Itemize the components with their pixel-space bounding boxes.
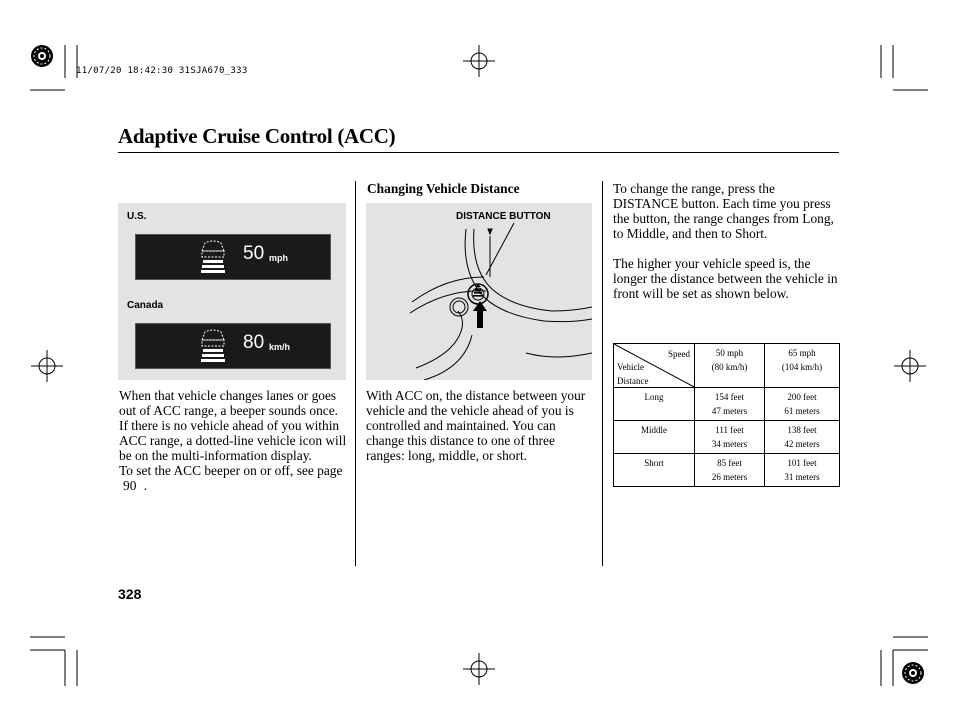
col2-speed-metric: (104 km/h) xyxy=(781,362,823,372)
distance-header: Distance xyxy=(617,376,649,386)
title-divider xyxy=(118,152,839,153)
distance-button-label: DISTANCE BUTTON xyxy=(456,211,551,222)
row-label: Middle xyxy=(614,421,695,454)
beeper-note-text: To set the ACC beeper on or off, see page xyxy=(119,463,343,478)
distance-button-figure xyxy=(366,203,592,380)
calibration-target-top-left xyxy=(31,45,53,67)
us-speed-value: 50 xyxy=(243,243,265,264)
column-header-65mph xyxy=(765,344,840,388)
left-body-text xyxy=(119,388,349,493)
canada-speed-value: 80 xyxy=(243,332,265,353)
page-title: Adaptive Cruise Control (ACC) xyxy=(118,124,396,148)
canada-speed-unit: km/h xyxy=(269,342,291,352)
cell-feet: 200 feet xyxy=(787,392,817,402)
table-corner-cell xyxy=(614,344,695,388)
section-heading: Changing Vehicle Distance xyxy=(367,181,520,196)
table-cell xyxy=(695,388,765,421)
table-cell xyxy=(695,454,765,487)
cell-meters: 47 meters xyxy=(711,406,748,416)
page-number: 328 xyxy=(118,586,142,602)
us-display xyxy=(135,234,331,280)
table-row xyxy=(614,454,840,487)
cell-feet: 111 feet xyxy=(715,425,744,435)
vehicle-header: Vehicle xyxy=(617,362,644,372)
page-reference-link[interactable]: 90 xyxy=(123,478,137,493)
cell-feet: 101 feet xyxy=(787,458,817,468)
cell-meters: 42 meters xyxy=(784,439,820,449)
speed-paragraph: The higher your vehicle speed is, the longer the distance between the vehicle in front will be set as shown below. xyxy=(613,256,838,301)
col1-speed: 50 mph xyxy=(715,348,744,358)
table-row xyxy=(614,388,840,421)
table-header-row xyxy=(614,344,840,388)
display-figure xyxy=(118,203,346,380)
row-label: Short xyxy=(614,454,695,487)
row-label: Long xyxy=(614,388,695,421)
col2-speed: 65 mph xyxy=(788,348,816,358)
table-cell xyxy=(695,421,765,454)
table-row xyxy=(614,421,840,454)
speed-header: Speed xyxy=(668,349,690,359)
distance-table xyxy=(613,343,840,487)
registration-mark-right xyxy=(894,350,926,382)
steering-wheel-illustration xyxy=(366,203,592,380)
cell-meters: 26 meters xyxy=(711,472,748,482)
right-body-text xyxy=(613,181,841,301)
canada-display xyxy=(135,323,331,369)
cell-feet: 138 feet xyxy=(787,425,817,435)
col1-speed-metric: (80 km/h) xyxy=(711,362,748,372)
cell-meters: 34 meters xyxy=(711,439,748,449)
registration-mark-top xyxy=(463,45,495,77)
us-car-icon xyxy=(198,237,228,277)
column-divider-right xyxy=(602,181,603,566)
cell-feet: 154 feet xyxy=(714,392,745,402)
registration-mark-left xyxy=(31,350,63,382)
us-speed-unit: mph xyxy=(269,253,288,263)
us-label: U.S. xyxy=(127,211,147,222)
canada-car-icon xyxy=(198,326,228,366)
beeper-note xyxy=(119,463,349,493)
table-cell xyxy=(765,388,840,421)
print-timestamp: 11/07/20 18:42:30 31SJA670_333 xyxy=(76,66,248,76)
table-cell xyxy=(765,454,840,487)
cell-meters: 31 meters xyxy=(784,472,820,482)
acc-beeper-paragraph: When that vehicle changes lanes or goes out of ACC range, a beeper sounds once. If there is no vehicle ahead of you within ACC range, a dotted-line vehicle icon will be on the multi-information display. xyxy=(119,388,347,463)
registration-mark-bottom xyxy=(463,653,495,685)
distance-paragraph: With ACC on, the distance between your vehicle and the vehicle ahead of you is controlled and maintained. You can change this distance to one of three ranges: long, middle, or short. xyxy=(366,388,586,463)
cell-feet: 85 feet xyxy=(717,458,742,468)
column-divider-left xyxy=(355,181,356,566)
canada-label: Canada xyxy=(127,300,164,311)
cell-meters: 61 meters xyxy=(784,406,820,416)
beeper-note-end: . xyxy=(143,478,148,493)
table-cell xyxy=(765,421,840,454)
range-paragraph: To change the range, press the DISTANCE button. Each time you press the button, the range changes from Long, to Middle, and then to Short. xyxy=(613,181,834,241)
column-header-50mph xyxy=(695,344,765,388)
calibration-target-bottom-right xyxy=(902,662,924,684)
